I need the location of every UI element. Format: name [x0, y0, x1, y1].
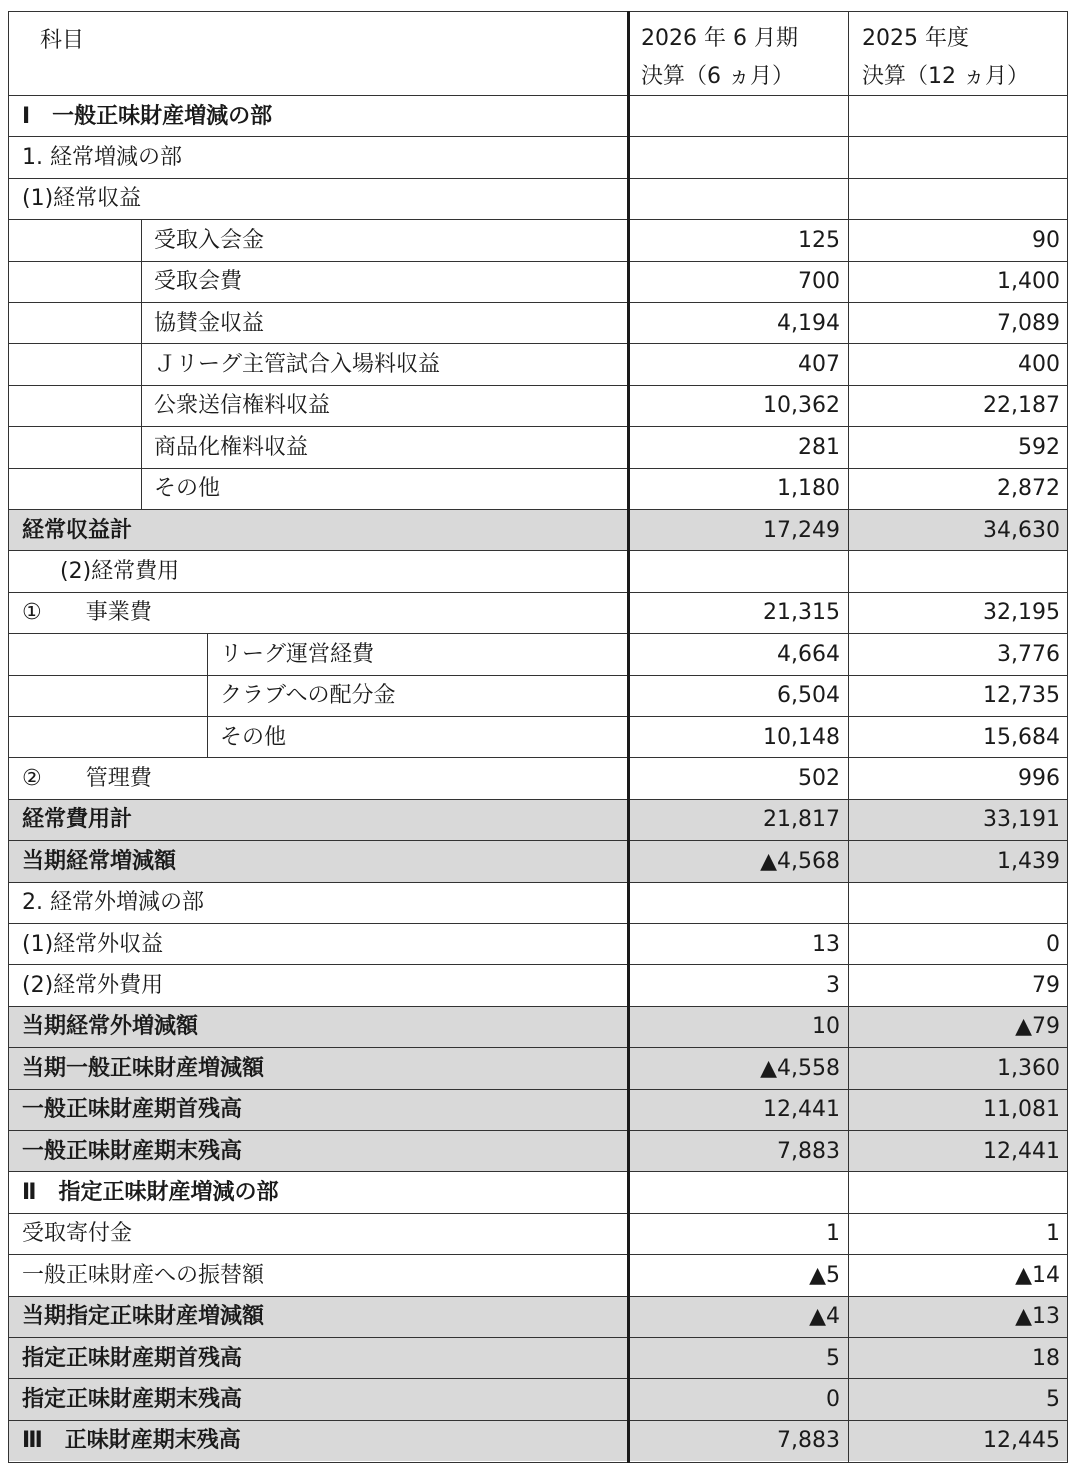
row-label: その他 — [220, 724, 287, 750]
value-2025-fy: ▲79 — [1015, 1014, 1060, 1040]
value-2025-fy: 400 — [1018, 351, 1060, 377]
value-2025-fy: 79 — [1032, 972, 1060, 998]
value-2026-h1: 502 — [798, 765, 840, 791]
value-2026-h1: 21,817 — [763, 807, 840, 833]
row-label: 2. 経常外増減の部 — [22, 890, 204, 916]
value-2026-h1: 21,315 — [763, 600, 840, 626]
value-2026-h1: 10,148 — [763, 724, 840, 750]
value-2025-fy: 592 — [1018, 434, 1060, 460]
value-2025-fy: 2,872 — [997, 476, 1060, 502]
row-label: Ｊリーグ主管試合入場料収益 — [154, 351, 441, 377]
header-col1-line2: 決算（6 ヵ月） — [641, 64, 794, 89]
value-2026-h1: 6,504 — [777, 683, 840, 709]
value-2025-fy — [848, 178, 1060, 219]
value-2026-h1: 125 — [798, 227, 840, 253]
value-2026-h1 — [628, 137, 840, 178]
value-2025-fy — [848, 882, 1060, 923]
sub-column-divider — [141, 219, 142, 509]
border-bottom — [8, 1462, 1068, 1463]
value-2026-h1: ▲4 — [809, 1304, 840, 1330]
row-label: 経常収益計 — [22, 517, 133, 543]
row-label: その他 — [154, 476, 221, 502]
value-2026-h1: 13 — [812, 931, 840, 957]
row-label: 指定正味財産期末残高 — [22, 1386, 243, 1412]
financial-statement-table — [8, 11, 1068, 1463]
row-label: (1)経常外収益 — [22, 931, 164, 957]
value-2025-fy: 996 — [1018, 765, 1060, 791]
row-label: 当期経常外増減額 — [22, 1014, 199, 1040]
value-2025-fy: 18 — [1032, 1345, 1060, 1371]
value-2025-fy — [848, 1172, 1060, 1213]
value-2025-fy: ▲13 — [1015, 1304, 1060, 1330]
value-2025-fy: 1,400 — [997, 269, 1060, 295]
value-2026-h1: 7,883 — [777, 1428, 840, 1454]
value-2025-fy — [848, 96, 1060, 137]
row-label: (2)経常外費用 — [22, 972, 164, 998]
value-2026-h1: 1 — [826, 1221, 840, 1247]
row-label: Ⅰ 一般正味財産増減の部 — [22, 103, 273, 129]
value-2026-h1: ▲4,558 — [760, 1055, 840, 1081]
row-label: リーグ運営経費 — [220, 641, 375, 667]
row-label: Ⅱ 指定正味財産増減の部 — [22, 1179, 279, 1205]
value-2025-fy: 7,089 — [997, 310, 1060, 336]
row-label: 受取会費 — [154, 269, 243, 295]
value-2025-fy: 15,684 — [983, 724, 1060, 750]
value-2025-fy: 3,776 — [997, 641, 1060, 667]
row-label: クラブへの配分金 — [220, 683, 396, 709]
row-label: 受取寄付金 — [22, 1221, 133, 1247]
value-2025-fy: 12,441 — [983, 1138, 1060, 1164]
value-2026-h1: 10,362 — [763, 393, 840, 419]
value-2025-fy: 0 — [1046, 931, 1060, 957]
value-2026-h1: 1,180 — [777, 476, 840, 502]
value-2026-h1 — [628, 96, 840, 137]
value-2025-fy: 1,439 — [997, 848, 1060, 874]
row-label: 一般正味財産期首残高 — [22, 1097, 243, 1123]
header-col2-line1: 2025 年度 — [862, 26, 969, 51]
value-2026-h1: ▲5 — [809, 1262, 840, 1288]
value-2025-fy: 34,630 — [983, 517, 1060, 543]
value-2025-fy: 11,081 — [983, 1097, 1060, 1123]
value-2026-h1 — [628, 178, 840, 219]
row-label: ① 事業費 — [22, 600, 152, 626]
value-2025-fy: 5 — [1046, 1386, 1060, 1412]
value-2026-h1: 5 — [826, 1345, 840, 1371]
row-label: ② 管理費 — [22, 765, 152, 791]
value-2026-h1: 4,664 — [777, 641, 840, 667]
row-label: 当期指定正味財産増減額 — [22, 1304, 265, 1330]
header-subject: 科目 — [40, 28, 85, 53]
value-2025-fy: 1,360 — [997, 1055, 1060, 1081]
sub-column-divider — [207, 633, 208, 757]
value-2026-h1: 0 — [826, 1386, 840, 1412]
row-label: (2)経常費用 — [60, 558, 180, 584]
row-label: Ⅲ 正味財産期末残高 — [22, 1428, 241, 1454]
value-2026-h1: 407 — [798, 351, 840, 377]
header-col1-line1: 2026 年 6 月期 — [641, 26, 798, 51]
value-2025-fy: 32,195 — [983, 600, 1060, 626]
value-2026-h1 — [628, 882, 840, 923]
row-label: 経常費用計 — [22, 807, 133, 833]
row-label: 当期一般正味財産増減額 — [22, 1055, 265, 1081]
row-label: 一般正味財産期末残高 — [22, 1138, 243, 1164]
border-left — [8, 11, 9, 1463]
value-2026-h1: ▲4,568 — [760, 848, 840, 874]
value-2025-fy: 12,445 — [983, 1428, 1060, 1454]
border-right — [1067, 11, 1068, 1463]
row-label: 当期経常増減額 — [22, 848, 177, 874]
value-2025-fy: 12,735 — [983, 683, 1060, 709]
value-2025-fy: 90 — [1032, 227, 1060, 253]
value-2026-h1: 10 — [812, 1014, 840, 1040]
value-2026-h1 — [628, 1172, 840, 1213]
row-label: 1. 経常増減の部 — [22, 144, 182, 170]
value-2025-fy: 1 — [1046, 1221, 1060, 1247]
row-label: 指定正味財産期首残高 — [22, 1345, 243, 1371]
row-label: 商品化権料収益 — [154, 434, 309, 460]
row-label: 受取入会金 — [154, 227, 265, 253]
row-label: (1)経常収益 — [22, 186, 142, 212]
header-col2-line2: 決算（12 ヵ月） — [862, 64, 1029, 89]
value-2026-h1: 281 — [798, 434, 840, 460]
value-2026-h1: 12,441 — [763, 1097, 840, 1123]
value-2025-fy — [848, 137, 1060, 178]
border-top — [8, 11, 1068, 12]
value-2026-h1: 4,194 — [777, 310, 840, 336]
value-2026-h1: 700 — [798, 269, 840, 295]
row-label: 一般正味財産への振替額 — [22, 1262, 265, 1288]
value-2026-h1: 3 — [826, 972, 840, 998]
value-2025-fy: 33,191 — [983, 807, 1060, 833]
value-2026-h1 — [628, 551, 840, 592]
value-2025-fy — [848, 551, 1060, 592]
value-2025-fy: 22,187 — [983, 393, 1060, 419]
value-2025-fy: ▲14 — [1015, 1262, 1060, 1288]
value-2026-h1: 17,249 — [763, 517, 840, 543]
row-label: 協賛金収益 — [154, 310, 265, 336]
value-2026-h1: 7,883 — [777, 1138, 840, 1164]
row-label: 公衆送信権料収益 — [154, 393, 331, 419]
